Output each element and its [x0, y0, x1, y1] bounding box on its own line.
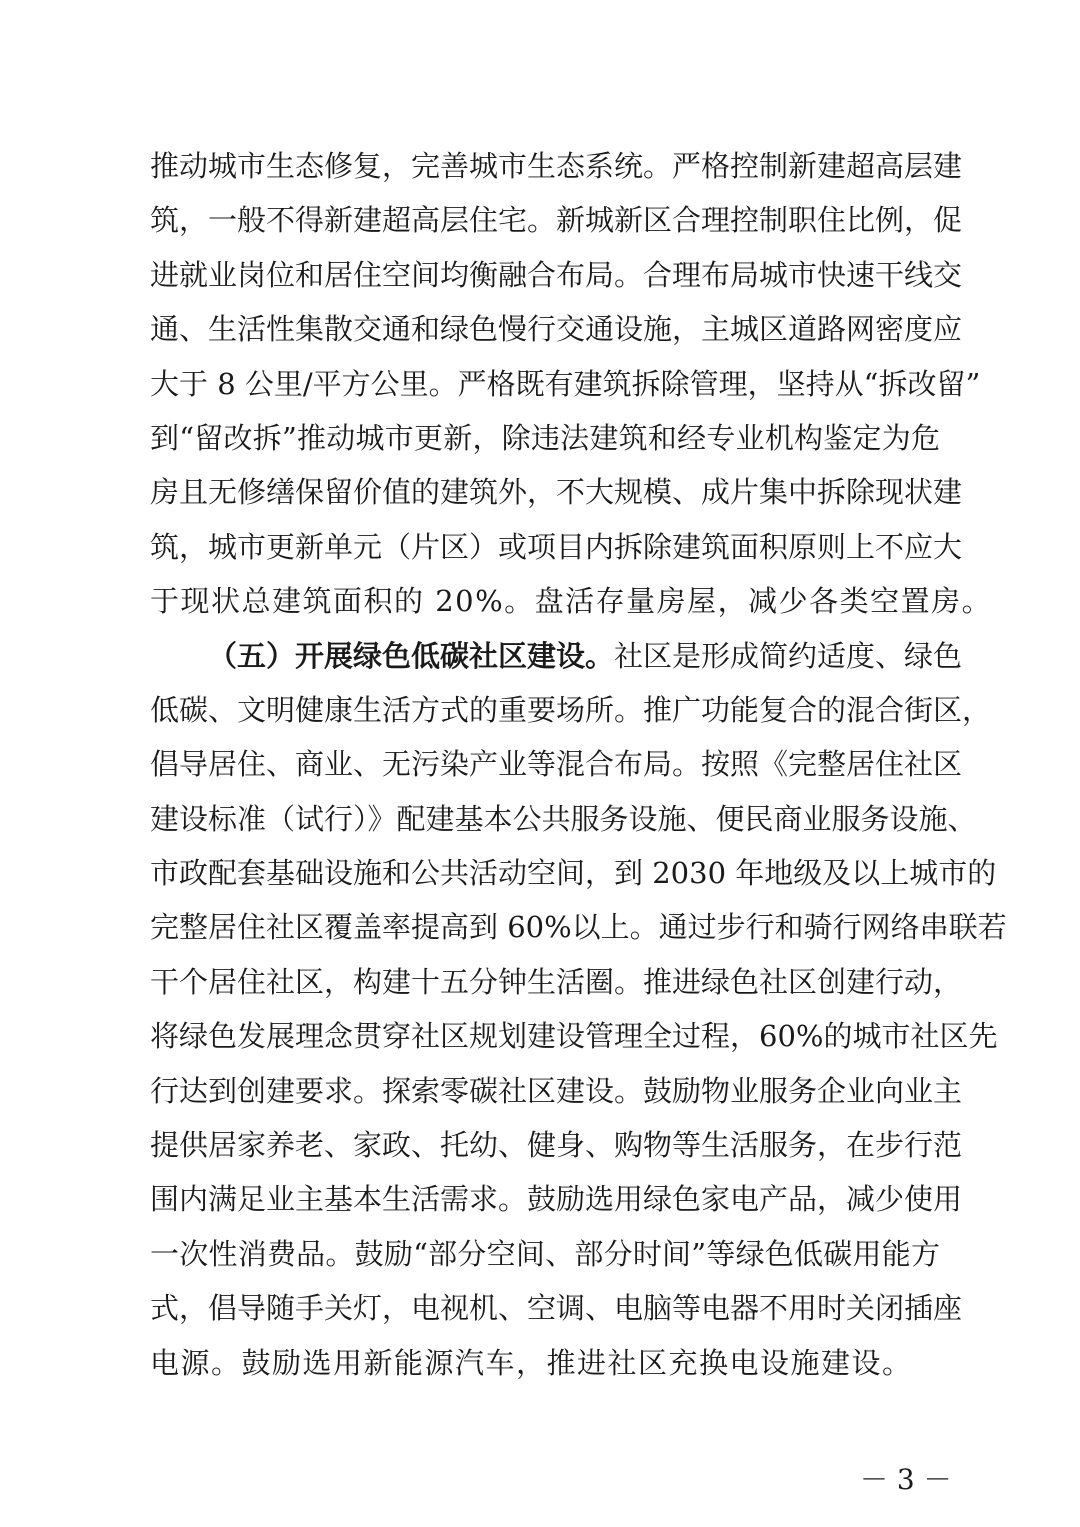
text-line: 将绿色发展理念贯穿社区规划建设管理全过程，60%的城市社区先 [150, 1019, 998, 1054]
paragraph-urban-renewal [150, 139, 993, 629]
text-line: 提供居家养老、家政、托幼、健身、购物等生活服务，在步行范 [150, 1128, 963, 1163]
text-line: 完整居住社区覆盖率提高到 60%以上。通过步行和骑行网络串联若 [150, 910, 1007, 945]
text-line: 建设标准（试行）》配建基本公共服务设施、便民商业服务设施、 [150, 801, 977, 836]
text-line: 房且无修缮保留价值的建筑外，不大规模、成片集中拆除现状建 [150, 475, 963, 510]
text-fragment: 社区是形成简约适度、绿色 [614, 638, 963, 673]
text-line: 筑，城市更新单元（片区）或项目内拆除建筑面积原则上不应大 [150, 529, 963, 564]
page-number: － 3 － [860, 1463, 952, 1496]
text-line: 倡导居住、商业、无污染产业等混合布局。按照《完整居住社区 [150, 747, 963, 782]
text-line: 围内满足业主基本生活需求。鼓励选用绿色家电产品，减少使用 [150, 1182, 963, 1217]
body-text [150, 139, 1007, 1390]
text-line: 低碳、文明健康生活方式的重要场所。推广功能复合的混合街区， [150, 692, 992, 727]
text-line: 通、生活性集散交通和绿色慢行交通设施，主城区道路网密度应 [150, 312, 963, 347]
text-line: 进就业岗位和居住空间均衡融合布局。合理布局城市快速干线交 [150, 257, 963, 292]
text-line: 行达到创建要求。探索零碳社区建设。鼓励物业服务企业向业主 [150, 1073, 963, 1108]
text-line: 干个居住社区，构建十五分钟生活圈。推进绿色社区创建行动， [150, 964, 963, 999]
text-line: 电源。鼓励选用新能源汽车，推进社区充换电设施建设。 [150, 1345, 913, 1380]
text-line: 筑，一般不得新建超高层住宅。新城新区合理控制职住比例，促 [150, 203, 963, 238]
paragraph-green-community [150, 629, 1007, 1390]
text-line: 推动城市生态修复，完善城市生态系统。严格控制新建超高层建 [150, 149, 963, 183]
text-line: 式，倡导随手关灯，电视机、空调、电脑等电器不用时关闭插座 [150, 1291, 963, 1326]
section-heading-line [150, 629, 963, 683]
text-line: 大于 8 公里/平方公里。严格既有建筑拆除管理，坚持从“拆改留” [150, 366, 981, 401]
section-heading: （五）开展绿色低碳社区建设。 [208, 638, 615, 673]
text-line: 市政配套基础设施和公共活动空间，到 2030 年地级及以上城市的 [150, 856, 997, 891]
text-line: 于现状总建筑面积的 20%。盘活存量房屋，减少各类空置房。 [150, 584, 993, 619]
text-line: 到“留改拆”推动城市更新，除违法建筑和经专业机构鉴定为危 [150, 420, 940, 455]
text-line: 一次性消费品。鼓励“部分空间、部分时间”等绿色低碳用能方 [150, 1236, 940, 1271]
